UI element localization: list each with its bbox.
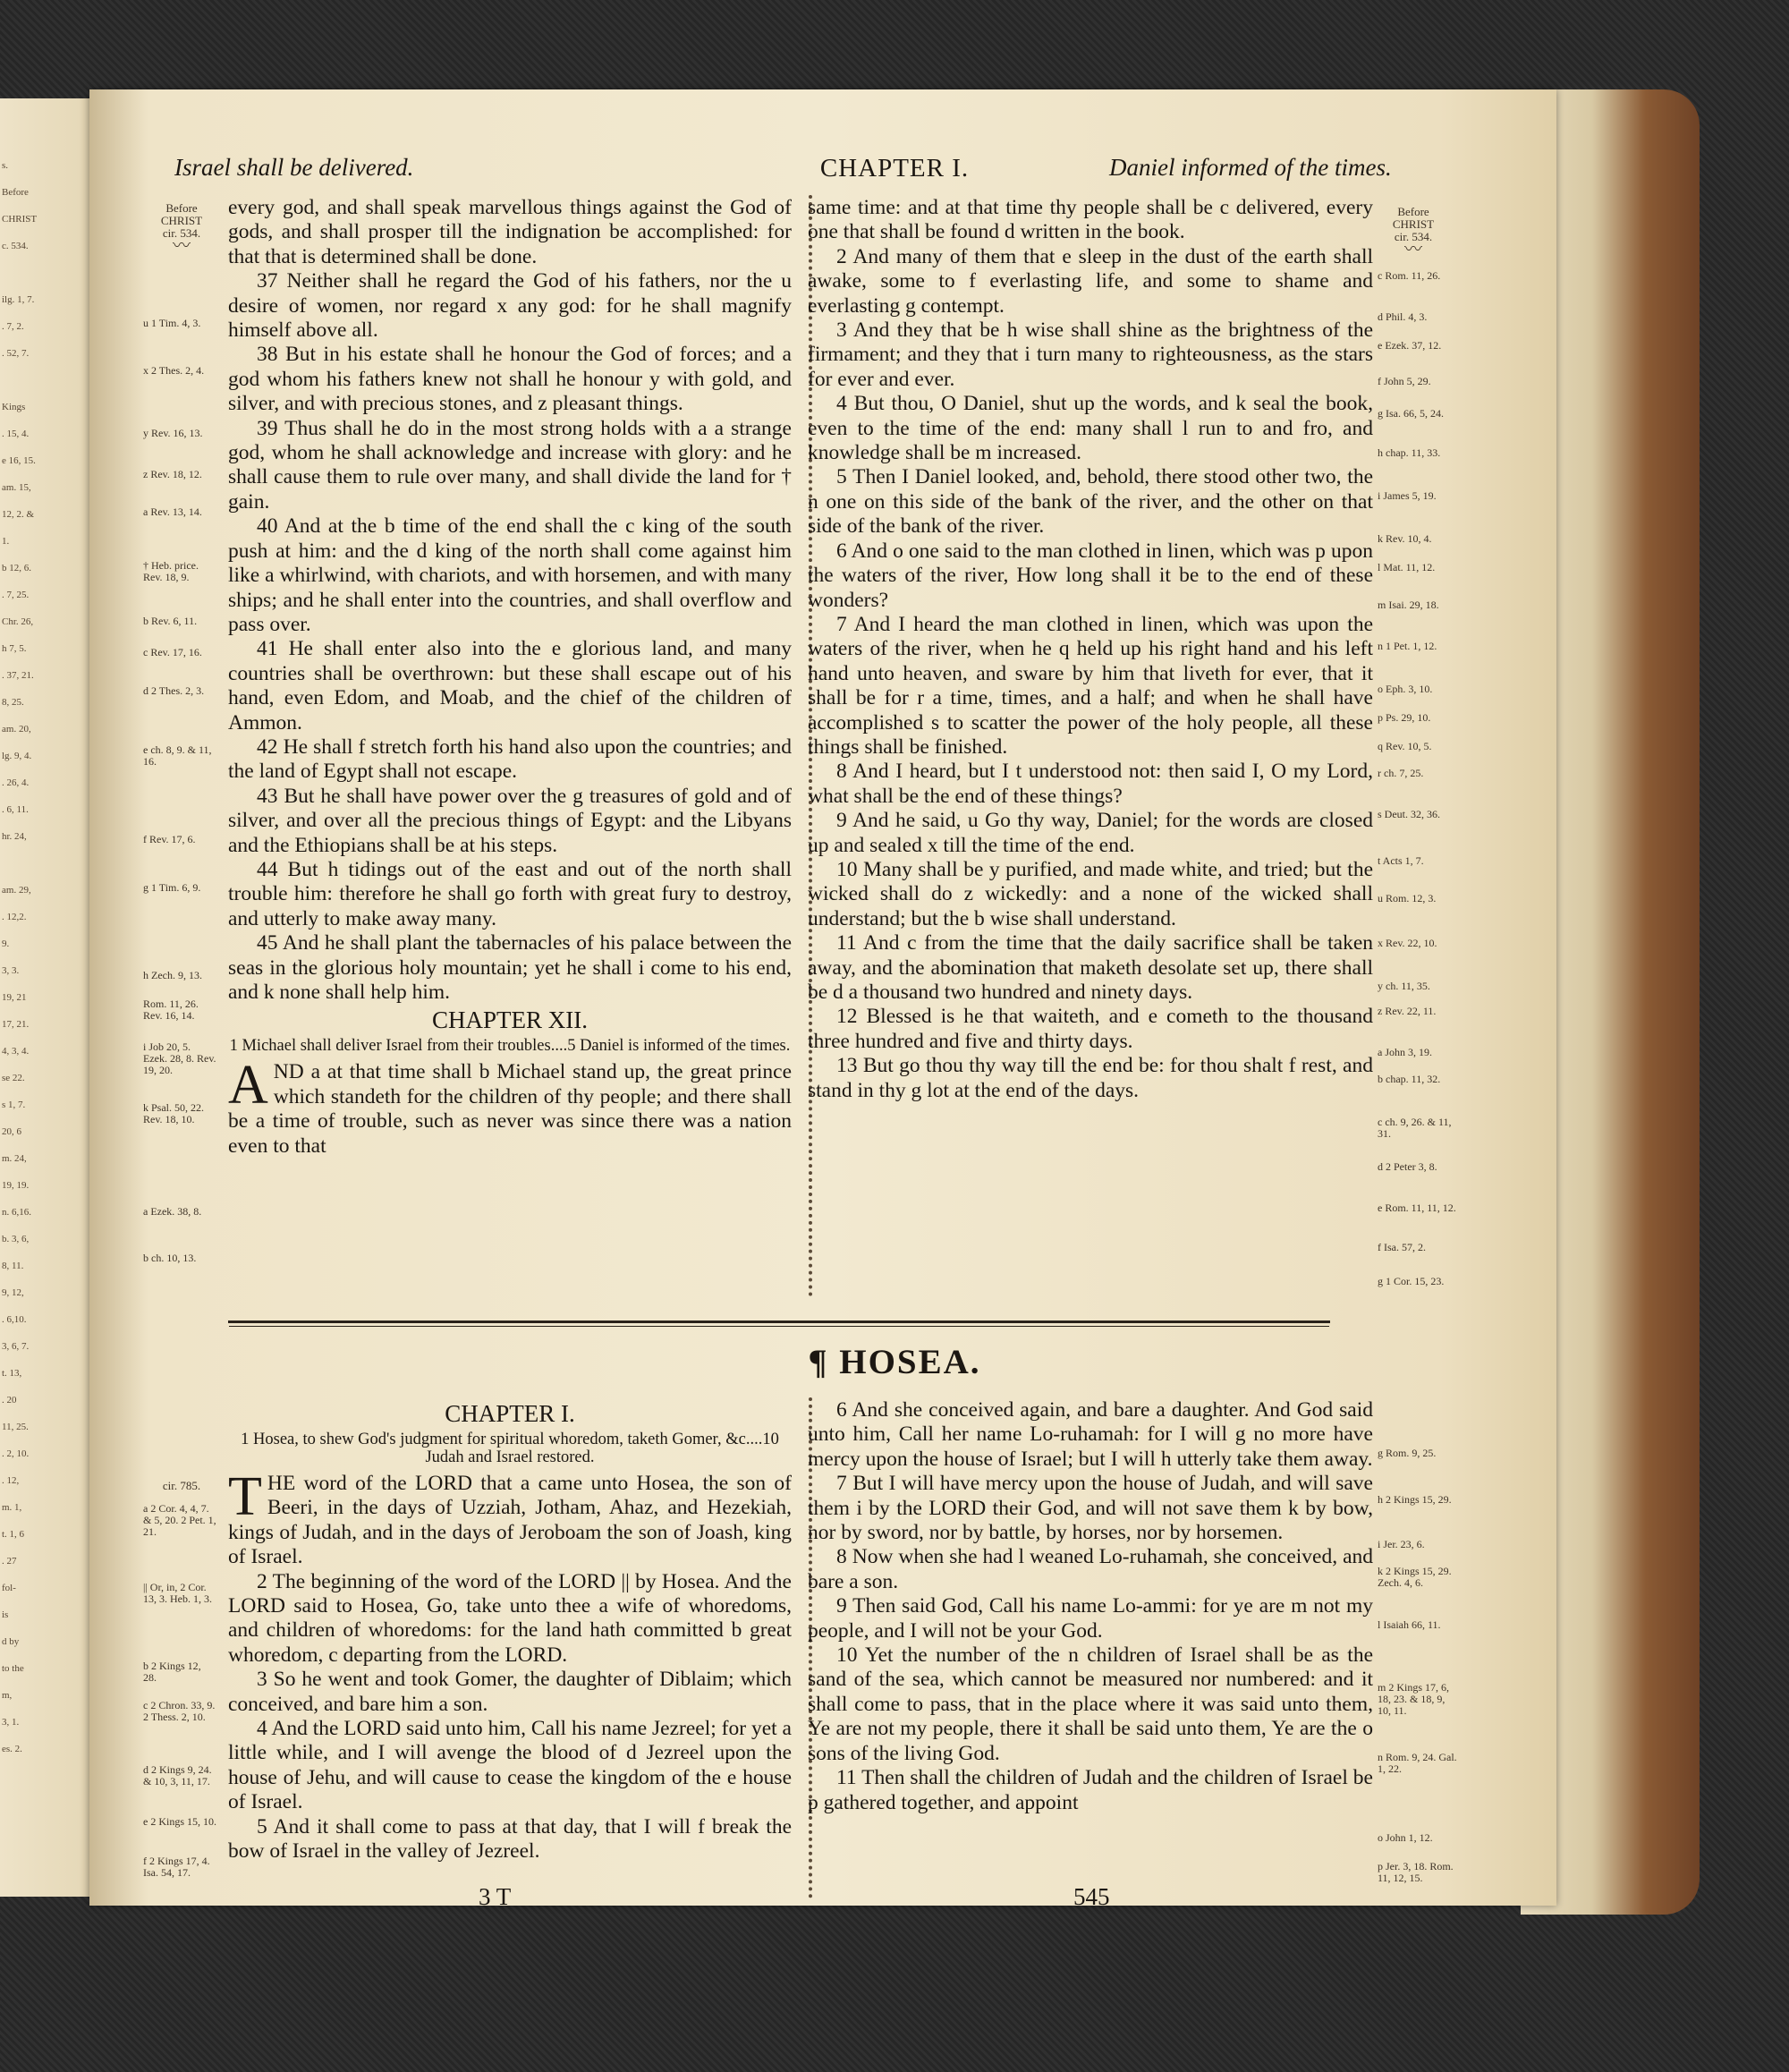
verse-2: 2 The beginning of the word of the LORD || by Hosea. And the LORD said to Hosea, Go, take unto thee a wife of whoredoms, and children of whoredoms: for the land hath committed b great whoredom, c departing from the LORD. [228,1569,792,1667]
verse-3: 3 And they that be h wise shall shine as the brightness of the firmament; and they that i turn many to righteousness, as the stars for ever and ever. [808,318,1373,391]
margin-reference: f John 5, 29. [1378,375,1431,387]
verse-8: 8 And I heard, but I t understood not: then said I, O my Lord, what shall be the end of these things? [808,760,1373,808]
verse-41: 41 He shall enter also into the e glorious land, and many countries shall be overthrown: but these shall escape out of his hand, even Edom, and Moab, and the chief of the children of Ammon. [228,637,792,735]
margin-reference: e Ezek. 37, 12. [1378,339,1442,352]
ornament-swash-icon: 〰 [173,236,191,256]
margin-reference: d 2 Kings 9, 24. & 10, 3, 11, 17. [143,1763,212,1788]
verse-6: 6 And o one said to the man clothed in linen, which was p upon the waters of the river, How long shall it be to the end of these wonders? [808,539,1373,612]
margin-reference: b ch. 10, 13. [143,1252,197,1264]
margin-reference: m Isai. 29, 18. [1378,599,1439,611]
margin-reference: i Jer. 23, 6. [1378,1538,1425,1550]
hosea-column-right [808,1398,1373,1815]
margin-reference: c Rev. 17, 16. [143,646,202,658]
margin-reference: p Ps. 29, 10. [1378,711,1431,724]
margin-reference: d 2 Peter 3, 8. [1378,1160,1437,1173]
margin-reference: d Phil. 4, 3. [1378,310,1428,323]
daniel-column-right [808,196,1373,1103]
margin-reference: z Rev. 22, 11. [1378,1005,1437,1017]
verse-38: 38 But in his estate shall he honour the God of forces; and a god whom his fathers knew not shall he honour y with gold, and silver, and with precious stones, and z pleasant things. [228,343,792,416]
margin-reference: o John 1, 12. [1378,1831,1433,1844]
margin-reference: c 2 Chron. 33, 9. 2 Thess. 2, 10. [143,1699,216,1723]
verse-7: 7 And I heard the man clothed in linen, which was upon the waters of the river, when he q held up his right hand and his left hand unto heaven, and sware by him that liveth for ever, that it shall be for r a time, times, and a half; and when he shall have accomplished s to scatter the power of the holy people, all these things shall be finished. [808,612,1373,759]
before-christ-label: Before CHRIST [1392,205,1435,231]
left-page-edge [0,98,98,1897]
verse-text: HE word of the LORD that a came unto Hosea, the son of Beeri, in the days of Uzziah, Jotham, Ahaz, and Hezekiah, kings of Judah, and in the days of Jeroboam the son of Joash, king of Israel. [228,1472,792,1569]
verse-37: 37 Neither shall he regard the God of his fathers, nor the u desire of women, nor regard x any god: for he shall magnify himself above all. [228,269,792,343]
before-christ-date: cir. 534. [1394,230,1433,243]
verse-3: 3 So he went and took Gomer, the daughter of Diblaim; which conceived, and bare him a son. [228,1668,792,1716]
before-christ-date: cir. 534. [162,226,201,240]
margin-reference: b Rev. 6, 11. [143,615,198,627]
margin-reference: a Ezek. 38, 8. [143,1205,202,1218]
running-head-left: Israel shall be delivered. [174,154,414,181]
margin-reference: b 2 Kings 12, 28. [143,1660,201,1684]
margin-reference: q Rev. 10, 5. [1378,740,1432,752]
margin-reference: y Rev. 16, 13. [143,427,203,439]
verse-text: ND a at that time shall b Michael stand up, the great prince which standeth for the children of thy people; and there shall be a time of trouble, such as never was since there was a nation even to that [228,1060,792,1158]
margin-reference: x 2 Thes. 2, 4. [143,364,205,377]
verse-2: 2 And many of them that e sleep in the dust of the earth shall awake, some to f everlasting life, and some to shame and everlasting g contempt. [808,244,1373,318]
section-rule [228,1320,1330,1323]
verse-8: 8 Now when she had l weaned Lo-ruhamah, she conceived, and bare a son. [808,1545,1373,1593]
margin-reference: n 1 Pet. 1, 12. [1378,640,1437,652]
margin-reference: a 2 Cor. 4, 4, 7. & 5, 20. 2 Pet. 1, 21. [143,1502,216,1538]
signature-mark: 3 T [479,1883,512,1910]
running-head-chapter: CHAPTER I. [819,154,970,183]
margin-reference: e 2 Kings 15, 10. [143,1815,216,1828]
verse-1 [228,1466,792,1570]
margin-reference: k Rev. 10, 4. [1378,532,1432,545]
margin-reference: f 2 Kings 17, 4. Isa. 54, 17. [143,1855,210,1879]
before-christ-left [150,201,213,256]
chapter-heading: CHAPTER XII. [432,1006,588,1034]
margin-reference: k 2 Kings 15, 29. Zech. 4, 6. [1378,1565,1452,1589]
verse-5: 5 And it shall come to pass at that day, that I will f break the bow of Israel in the valley of Jezreel. [228,1814,792,1864]
margin-reference: || Or, in, 2 Cor. 13, 3. Heb. 1, 3. [143,1581,212,1605]
margin-reference: f Isa. 57, 2. [1378,1241,1426,1253]
verse-40: 40 And at the b time of the end shall the c king of the south push at him: and the d king of the north shall come against him like a whirlwind, with chariots, and with horsemen, and with many ships; and he shall enter into the countries, and shall overflow and pass over. [228,514,792,636]
verse-45: 45 And he shall plant the tabernacles of his palace between the seas in the glorious holy mountain; yet he shall i come to his end, and k none shall help him. [228,931,792,1004]
verse-7: 7 But I will have mercy upon the house of Judah, and will save them i by the LORD their God, and will not save them k by bow, nor by sword, nor by battle, by horses, nor by horsemen. [808,1472,1373,1545]
margin-reference: b chap. 11, 32. [1378,1073,1441,1085]
margin-reference: z Rev. 18, 12. [143,468,202,480]
margin-reference: y ch. 11, 35. [1378,980,1430,992]
margin-reference: g 1 Tim. 6, 9. [143,881,201,894]
chapter-heading: CHAPTER I. [445,1400,575,1427]
page-number: 545 [1073,1883,1110,1910]
before-christ-right [1382,205,1445,259]
verse-39: 39 Thus shall he do in the most strong holds with a a strange god, whom he shall acknowledge and increase with glory: and he shall cause them to rule over many, and shall divide the land for † gain. [228,416,792,514]
margin-reference: n Rom. 9, 24. Gal. 1, 22. [1378,1751,1457,1775]
margin-reference: c ch. 9, 26. & 11, 31. [1378,1116,1452,1140]
margin-reference: k Psal. 50, 22. Rev. 18, 10. [143,1101,205,1125]
chapter-summary: 1 Hosea, to shew God's judgment for spiritual whoredom, taketh Gomer, &c....10 Judah and Israel restored. [241,1431,779,1466]
margin-reference: Rom. 11, 26. Rev. 16, 14. [143,998,199,1022]
margin-reference: l Mat. 11, 12. [1378,561,1436,573]
left-page-margin-notes: s. Before CHRIST c. 534. ilg. 1, 7. . 7, 2. . 52, 7. Kings . 15, 4. e 16, 15. am. 15, 12, 2. & 1. b 12, 6. . 7, 25. Chr. 26, h 7, 5. . 37, 21. 8, 25. am. 20, lg. 9, 4. . 26, 4. . 6, 11. hr. 24, am. 29, . 12,2. 9. 3, 3. 19, 21 17, 21. 4, 3, 4. se 22. s 1, 7. 20, 6 m. 24, 19, 19. n. 6,16. b. 3, 6, 8, 11. 9, 12, . 6,10. 3, 6, 7. t. 13, . 20 11, 25. . 2, 10. . 12, m. 1, t. 1, 6 . 27 fol- is d by to the m, 3, 1. es. 2. [2,160,38,1754]
hosea-column-left [228,1398,792,1864]
drop-cap: T [228,1466,262,1527]
margin-reference: e Rom. 11, 11, 12. [1378,1202,1456,1214]
verse-12: 12 Blessed is he that waiteth, and e cometh to the thousand three hundred and five and thirty days. [808,1005,1373,1053]
verse-42: 42 He shall f stretch forth his hand also upon the countries; and the land of Egypt shall not escape. [228,735,792,784]
verse-4: 4 But thou, O Daniel, shut up the words, and k seal the book, even to the time of the end: many shall l run to and fro, and knowledge shall be m increased. [808,392,1373,465]
book-title: ¶ HOSEA. [808,1343,981,1381]
margin-reference: h chap. 11, 33. [1378,446,1441,459]
margin-reference: d 2 Thes. 2, 3. [143,684,205,697]
verse-13: 13 But go thou thy way till the end be: for thou shalt f rest, and stand in thy g lot at the end of the days. [808,1054,1373,1102]
verse-9: 9 Then said God, Call his name Lo-ammi: for ye are m not my people, and I will not be your God. [808,1594,1373,1643]
verse-9: 9 And he said, u Go thy way, Daniel; for the words are closed up and sealed x till the time of the end. [808,809,1373,857]
verse-10: 10 Many shall be y purified, and made white, and tried; but the wicked shall do z wickedly: and a none of the wicked shall understand; but the b wise shall understand. [808,857,1373,930]
verse-43: 43 But he shall have power over the g treasures of gold and of silver, and over all the precious things of Egypt: and the Libyans and the Ethiopians shall be at his steps. [228,784,792,857]
margin-reference: l Isaiah 66, 11. [1378,1618,1441,1631]
verse-11: 11 And c from the time that the daily sacrifice shall be taken away, and the abomination that maketh desolate set up, there shall be d a thousand two hundred and ninety days. [808,931,1373,1004]
margin-reference: f Rev. 17, 6. [143,833,196,845]
margin-reference: † Heb. price. Rev. 18, 9. [143,559,199,583]
margin-reference: t Acts 1, 7. [1378,854,1424,867]
margin-reference: c Rom. 11, 26. [1378,269,1441,282]
verse: same time: and at that time thy people shall be c delivered, every one that shall be found d written in the book. [808,196,1373,244]
daniel-column-left [228,196,792,1159]
before-christ-date: cir. 785. [162,1479,201,1492]
margin-reference: i James 5, 19. [1378,489,1437,502]
margin-reference: u 1 Tim. 4, 3. [143,317,201,329]
before-christ-label: Before CHRIST [160,201,203,227]
ornament-swash-icon: 〰 [1404,240,1422,259]
margin-reference: m 2 Kings 17, 6, 18, 23. & 18, 9, 10, 11. [1378,1681,1450,1717]
margin-reference: a Rev. 13, 14. [143,505,202,518]
verse-4: 4 And the LORD said unto him, Call his name Jezreel; for yet a little while, and I will avenge the blood of d Jezreel upon the house of Jehu, and will cause to cease the kingdom of the e house of Israel. [228,1717,792,1814]
verse-10: 10 Yet the number of the n children of Israel shall be as the sand of the sea, which cannot be measured nor numbered: and it shall come to pass, that in the place where it was said unto them, Ye are not my people, there it shall be said unto them, Ye are the o sons of the living God. [808,1643,1373,1765]
verse-11: 11 Then shall the children of Judah and the children of Israel be p gathered together, and appoint [808,1766,1373,1814]
margin-reference: s Deut. 32, 36. [1378,808,1440,820]
margin-reference: u Rom. 12, 3. [1378,892,1437,904]
margin-reference: r ch. 7, 25. [1378,767,1424,779]
margin-reference: h 2 Kings 15, 29. [1378,1493,1452,1506]
drop-cap: A [228,1055,268,1117]
verse-1 [228,1055,792,1159]
running-head-right: Daniel informed of the times. [1109,154,1392,181]
verse-6: 6 And she conceived again, and bare a daughter. And God said unto him, Call her name Lo-ruhamah: for I will g no more have mercy upon the house of Israel; but I will h utterly take them away. [808,1398,1373,1471]
chapter-summary: 1 Michael shall deliver Israel from their troubles....5 Daniel is informed of the times. [229,1037,791,1056]
margin-reference: x Rev. 22, 10. [1378,937,1437,949]
margin-reference: g 1 Cor. 15, 23. [1378,1275,1445,1287]
margin-reference: h Zech. 9, 13. [143,969,202,981]
margin-reference: p Jer. 3, 18. Rom. 11, 12, 15. [1378,1860,1454,1884]
before-christ-hosea [150,1480,213,1492]
margin-reference: g Rom. 9, 25. [1378,1447,1437,1459]
verse: every god, and shall speak marvellous things against the God of gods, and shall prosper till the indignation be accomplished: for that that is determined shall be done. [228,196,792,268]
verse-44: 44 But h tidings out of the east and out of the north shall trouble him: therefore he shall go forth with great fury to destroy, and utterly to make away many. [228,857,792,930]
verse-5: 5 Then I Daniel looked, and, behold, there stood other two, the n one on this side of the bank of the river, and the other on that side of the bank of the river. [808,465,1373,539]
margin-reference: e ch. 8, 9. & 11, 16. [143,743,212,768]
margin-reference: i Job 20, 5. Ezek. 28, 8. Rev. 19, 20. [143,1040,216,1076]
margin-reference: g Isa. 66, 5, 24. [1378,407,1444,420]
margin-reference: a John 3, 19. [1378,1046,1432,1058]
margin-reference: o Eph. 3, 10. [1378,683,1433,695]
